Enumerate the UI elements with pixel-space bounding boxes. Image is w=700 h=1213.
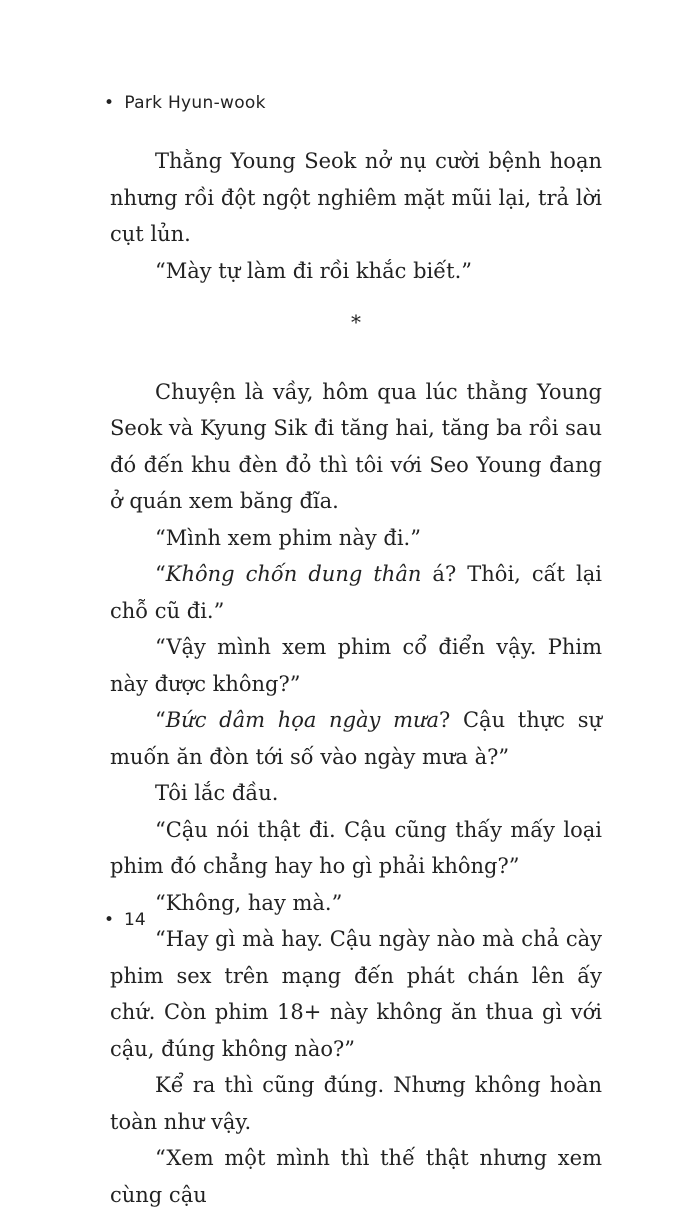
paragraph: “Hay gì mà hay. Cậu ngày nào mà chả cày phim sex trên mạng đến phát chán lên ấy chứ. Còn phim 18+ này không ăn thua gì với cậu, đúng không nào?” <box>110 927 602 1061</box>
body-text <box>110 143 602 1213</box>
open-quote: “ <box>155 562 166 586</box>
paragraph: “Cậu nói thật đi. Cậu cũng thấy mấy loại phim đó chẳng hay ho gì phải không?” <box>110 817 602 878</box>
paragraph: “Vậy mình xem phim cổ điển vậy. Phim này được không?” <box>110 635 602 696</box>
paragraph: “Xem một mình thì thế thật nhưng xem cùng cậu <box>110 1146 602 1207</box>
paragraph: Tôi lắc đầu. <box>155 781 279 805</box>
paragraph: “Mày tự làm đi rồi khắc biết.” <box>155 258 473 283</box>
paragraph <box>110 556 602 629</box>
paragraph: “Không, hay mà.” <box>155 890 343 915</box>
header-bullet: • <box>104 93 115 113</box>
paragraph: Thằng Young Seok nở nụ cười bệnh hoạn nhưng rồi đột ngột nghiêm mặt mũi lại, trả lời cụt lủn. <box>110 149 602 246</box>
paragraph: Chuyện là vầy, hôm qua lúc thằng Young Seok và Kyung Sik đi tăng hai, tăng ba rồi sau đó đến khu đèn đỏ thì tôi với Seo Young đang ở quán xem băng đĩa. <box>110 379 602 513</box>
paragraph: “Mình xem phim này đi.” <box>155 525 421 550</box>
dialogue-text: á? Thôi, cất lại chỗ cũ đi.” <box>110 562 602 623</box>
film-title: Không chốn dung thân <box>165 562 422 586</box>
dialogue-text: ? Cậu thực sự muốn ăn đòn tới số vào ngày mưa à?” <box>110 708 602 769</box>
running-header <box>104 93 266 113</box>
author-name: Park Hyun-wook <box>124 93 266 113</box>
film-title: Bức dâm họa ngày mưa <box>165 708 440 732</box>
footer-bullet: • <box>104 910 115 930</box>
page-footer <box>104 910 146 930</box>
open-quote: “ <box>155 708 166 732</box>
page-number: 14 <box>124 910 146 930</box>
section-separator: * <box>351 310 361 334</box>
paragraph <box>110 702 602 775</box>
paragraph: Kể ra thì cũng đúng. Nhưng không hoàn toàn như vậy. <box>110 1073 602 1134</box>
